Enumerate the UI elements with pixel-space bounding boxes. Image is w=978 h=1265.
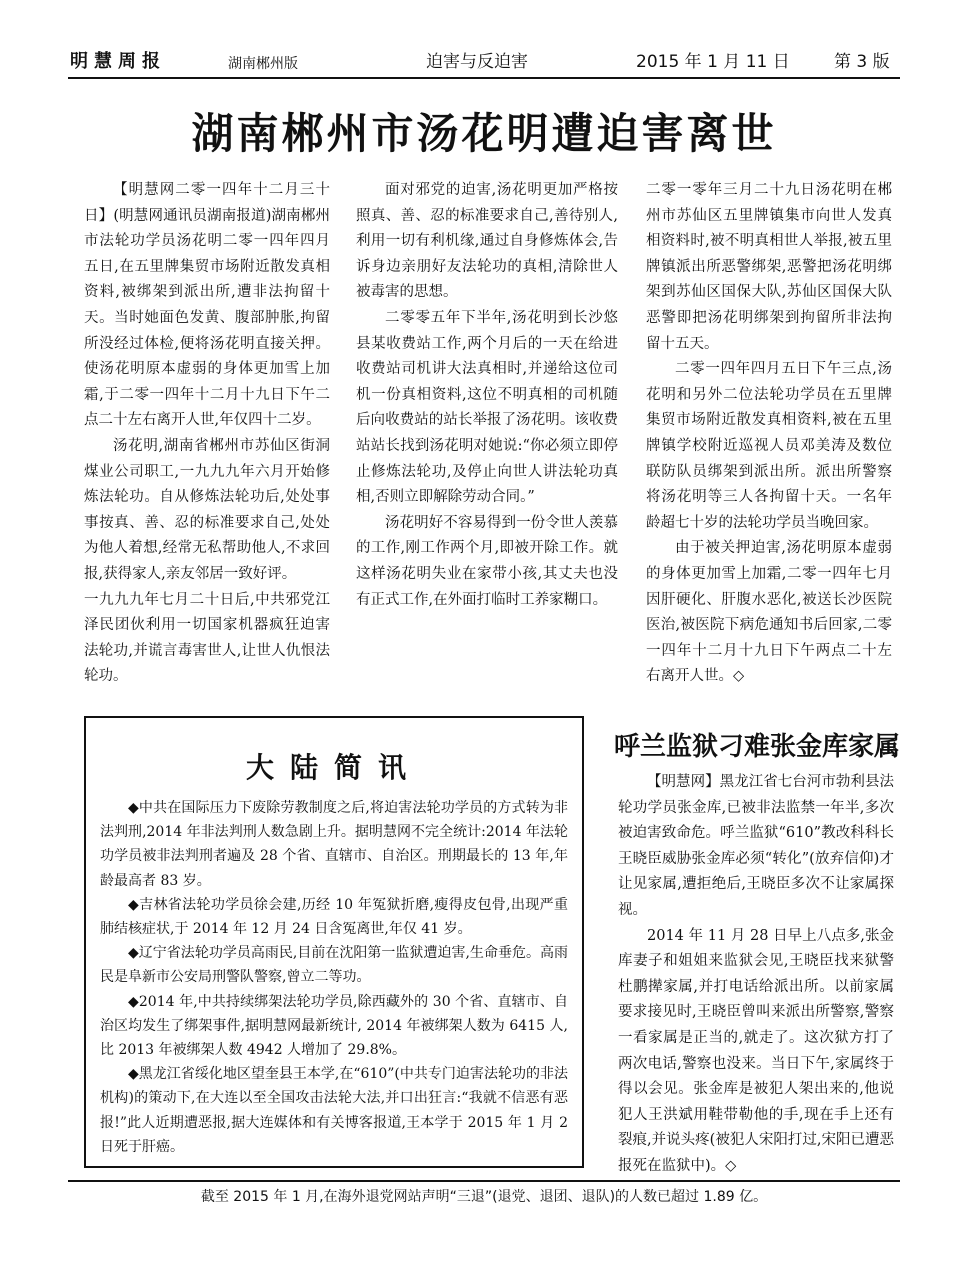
newspaper-brand: 明慧周报 [70, 51, 166, 72]
side-article-paragraph: 2014 年 11 月 28 日早上八点多,张金库妻子和姐姐来监狱会见,王晓臣找来狱警杜鹏撵家属,并打电话给派出所。以前家属要求接见时,王晓臣曾叫来派出所警察,警察一看家属是正当的,就走了。这次狱方打了两次电话,警察也没来。当日下午,家属终于得以会见。张金库是被犯人架出来的,他说犯人王洪斌用鞋带勒他的手,现在手上还有裂痕,并说头疼(被犯人宋阳打过,宋阳已遭恶报死在监狱中)。◇ [618, 927, 894, 1174]
page-header [68, 52, 900, 76]
footer-notice: 截至 2015 年 1 月,在海外退党网站声明“三退”(退党、退团、退队)的人数已超过 1.89 亿。 [200, 1189, 768, 1205]
article-paragraph: 由于被关押迫害,汤花明原本虚弱的身体更加雪上加霜,二零一四年七月因肝硬化、肝腹水恶化,被送长沙医院医治,被医院下病危通知书后回家,二零一四年十二月十九日下午两点二十左右离开人世。◇ [646, 540, 892, 685]
brief-news-box [84, 716, 584, 1168]
article-column-3 [646, 178, 892, 690]
brief-news-body [100, 796, 568, 1159]
article-column-2 [356, 178, 618, 613]
brief-news-item: ◆中共在国际压力下废除劳教制度之后,将迫害法轮功学员的方式转为非法判刑,2014 年非法判刑人数急剧上升。据明慧网不完全统计:2014 年法轮功学员被非法判刑者遍及 28 个省、直辖市、自治区。刑期最长的 13 年,年龄最高者 83 岁。 [100, 800, 568, 889]
article-paragraph: 【明慧网二零一四年十二月三十日】(明慧网通讯员湖南报道)湖南郴州市法轮功学员汤花明二零一四年四月五日,在五里牌集贸市场附近散发真相资料,被绑架到派出所,遭非法拘留十天。当时她面色发黄、腹部肿胀,拘留所没经过体检,便将汤花明直接关押。使汤花明原本虚弱的身体更加雪上加霜,于二零一四年十二月十九日下午二点二十左右离开人世,年仅四十二岁。 [84, 182, 330, 429]
article-paragraph: 汤花明好不容易得到一份令世人羡慕的工作,刚工作两个月,即被开除工作。就这样汤花明失业在家带小孩,其丈夫也没有正式工作,在外面打临时工养家糊口。 [356, 514, 618, 608]
article-paragraph: 一九九九年七月二十日后,中共邪党江泽民团伙利用一切国家机器疯狂迫害法轮功,并谎言毒害世人,让世人仇恨法轮功。 [84, 591, 330, 685]
edition-label: 湖南郴州版 [228, 56, 298, 72]
brief-news-item: ◆2014 年,中共持续绑架法轮功学员,除西藏外的 30 个省、直辖市、自治区均发生了绑架事件,据明慧网最新统计, 2014 年被绑架人数为 6415 人,比 2013 年被绑架人数 4942 人增加了 29.8%。 [100, 993, 568, 1059]
issue-date: 2015 年 1 月 11 日 [636, 52, 790, 72]
article-paragraph: 二零一零年三月二十九日汤花明在郴州市苏仙区五里牌镇集市向世人发真相资料时,被不明真相世人举报,被五里牌镇派出所恶警绑架,恶警把汤花明绑架到苏仙区国保大队,苏仙区国保大队恶警即把汤花明绑架到拘留所非法拘留十五天。 [646, 182, 892, 352]
footer-rule [68, 1180, 900, 1182]
brief-news-title: 大陆简讯 [245, 751, 422, 784]
article-paragraph: 汤花明,湖南省郴州市苏仙区街洞煤业公司职工,一九九九年六月开始修炼法轮功。自从修炼法轮功后,处处事事按真、善、忍的标准要求自己,处处为他人着想,经常无私帮助他人,不求回报,获得家人,亲友邻居一致好评。 [84, 437, 330, 582]
section-label: 迫害与反迫害 [426, 52, 528, 72]
article-paragraph: 二零一四年四月五日下午三点,汤花明和另外二位法轮功学员在五里牌集贸市场附近散发真相资料,被在五里牌镇学校附近巡视人员邓美涛及数位联防队员绑架到派出所。派出所警察将汤花明等三人各拘留十天。一名年龄超七十岁的法轮功学员当晚回家。 [646, 361, 892, 531]
article-paragraph: 二零零五年下半年,汤花明到长沙悠县某收费站工作,两个月后的一天在给进收费站司机讲大法真相时,并递给这位司机一份真相资料,这位不明真相的司机随后向收费站的站长举报了汤花明。该收费站站长找到汤花明对她说:“你必须立即停止修炼法轮功,及停止向世人讲法轮功真相,否则立即解除劳动合同。” [356, 309, 618, 506]
side-article-paragraph: 【明慧网】黑龙江省七台河市勃利县法轮功学员张金库,已被非法监禁一年半,多次被迫害致命危。呼兰监狱“610”教改科科长王晓臣威胁张金库必须“转化”(放弃信仰)才让见家属,遭拒绝后,王晓臣多次不让家属探视。 [618, 774, 894, 918]
brief-news-item: ◆辽宁省法轮功学员高雨民,目前在沈阳第一监狱遭迫害,生命垂危。高雨民是阜新市公安局刑警队警察,曾立二等功。 [100, 945, 568, 986]
article-paragraph: 面对邪党的迫害,汤花明更加严格按照真、善、忍的标准要求自己,善待别人,利用一切有利机缘,通过自身修炼体会,告诉身边亲朋好友法轮功的真相,清除世人被毒害的思想。 [356, 182, 618, 301]
page-number: 第 3 版 [834, 52, 890, 72]
header-rule [68, 77, 900, 79]
article-headline: 湖南郴州市汤花明遭迫害离世 [191, 109, 777, 158]
side-article-body [618, 770, 894, 1180]
side-article-headline: 呼兰监狱刁难张金库家属 [614, 732, 901, 762]
brief-news-item: ◆吉林省法轮功学员徐会建,历经 10 年冤狱折磨,瘦得皮包骨,出现严重肺结核症状,于 2014 年 12 月 24 日含冤离世,年仅 41 岁。 [100, 896, 568, 938]
brief-news-item: ◆黑龙江省绥化地区望奎县王本学,在“610”(中共专门迫害法轮功的非法机构)的策动下,在大连以至全国攻击法轮大法,并口出狂言:“我就不信恶有恶报!”此人近期遭恶报,据大连媒体和有关博客报道,王本学于 2015 年 1 月 2 日死于肝癌。 [100, 1066, 568, 1155]
article-column-1 [84, 178, 330, 690]
